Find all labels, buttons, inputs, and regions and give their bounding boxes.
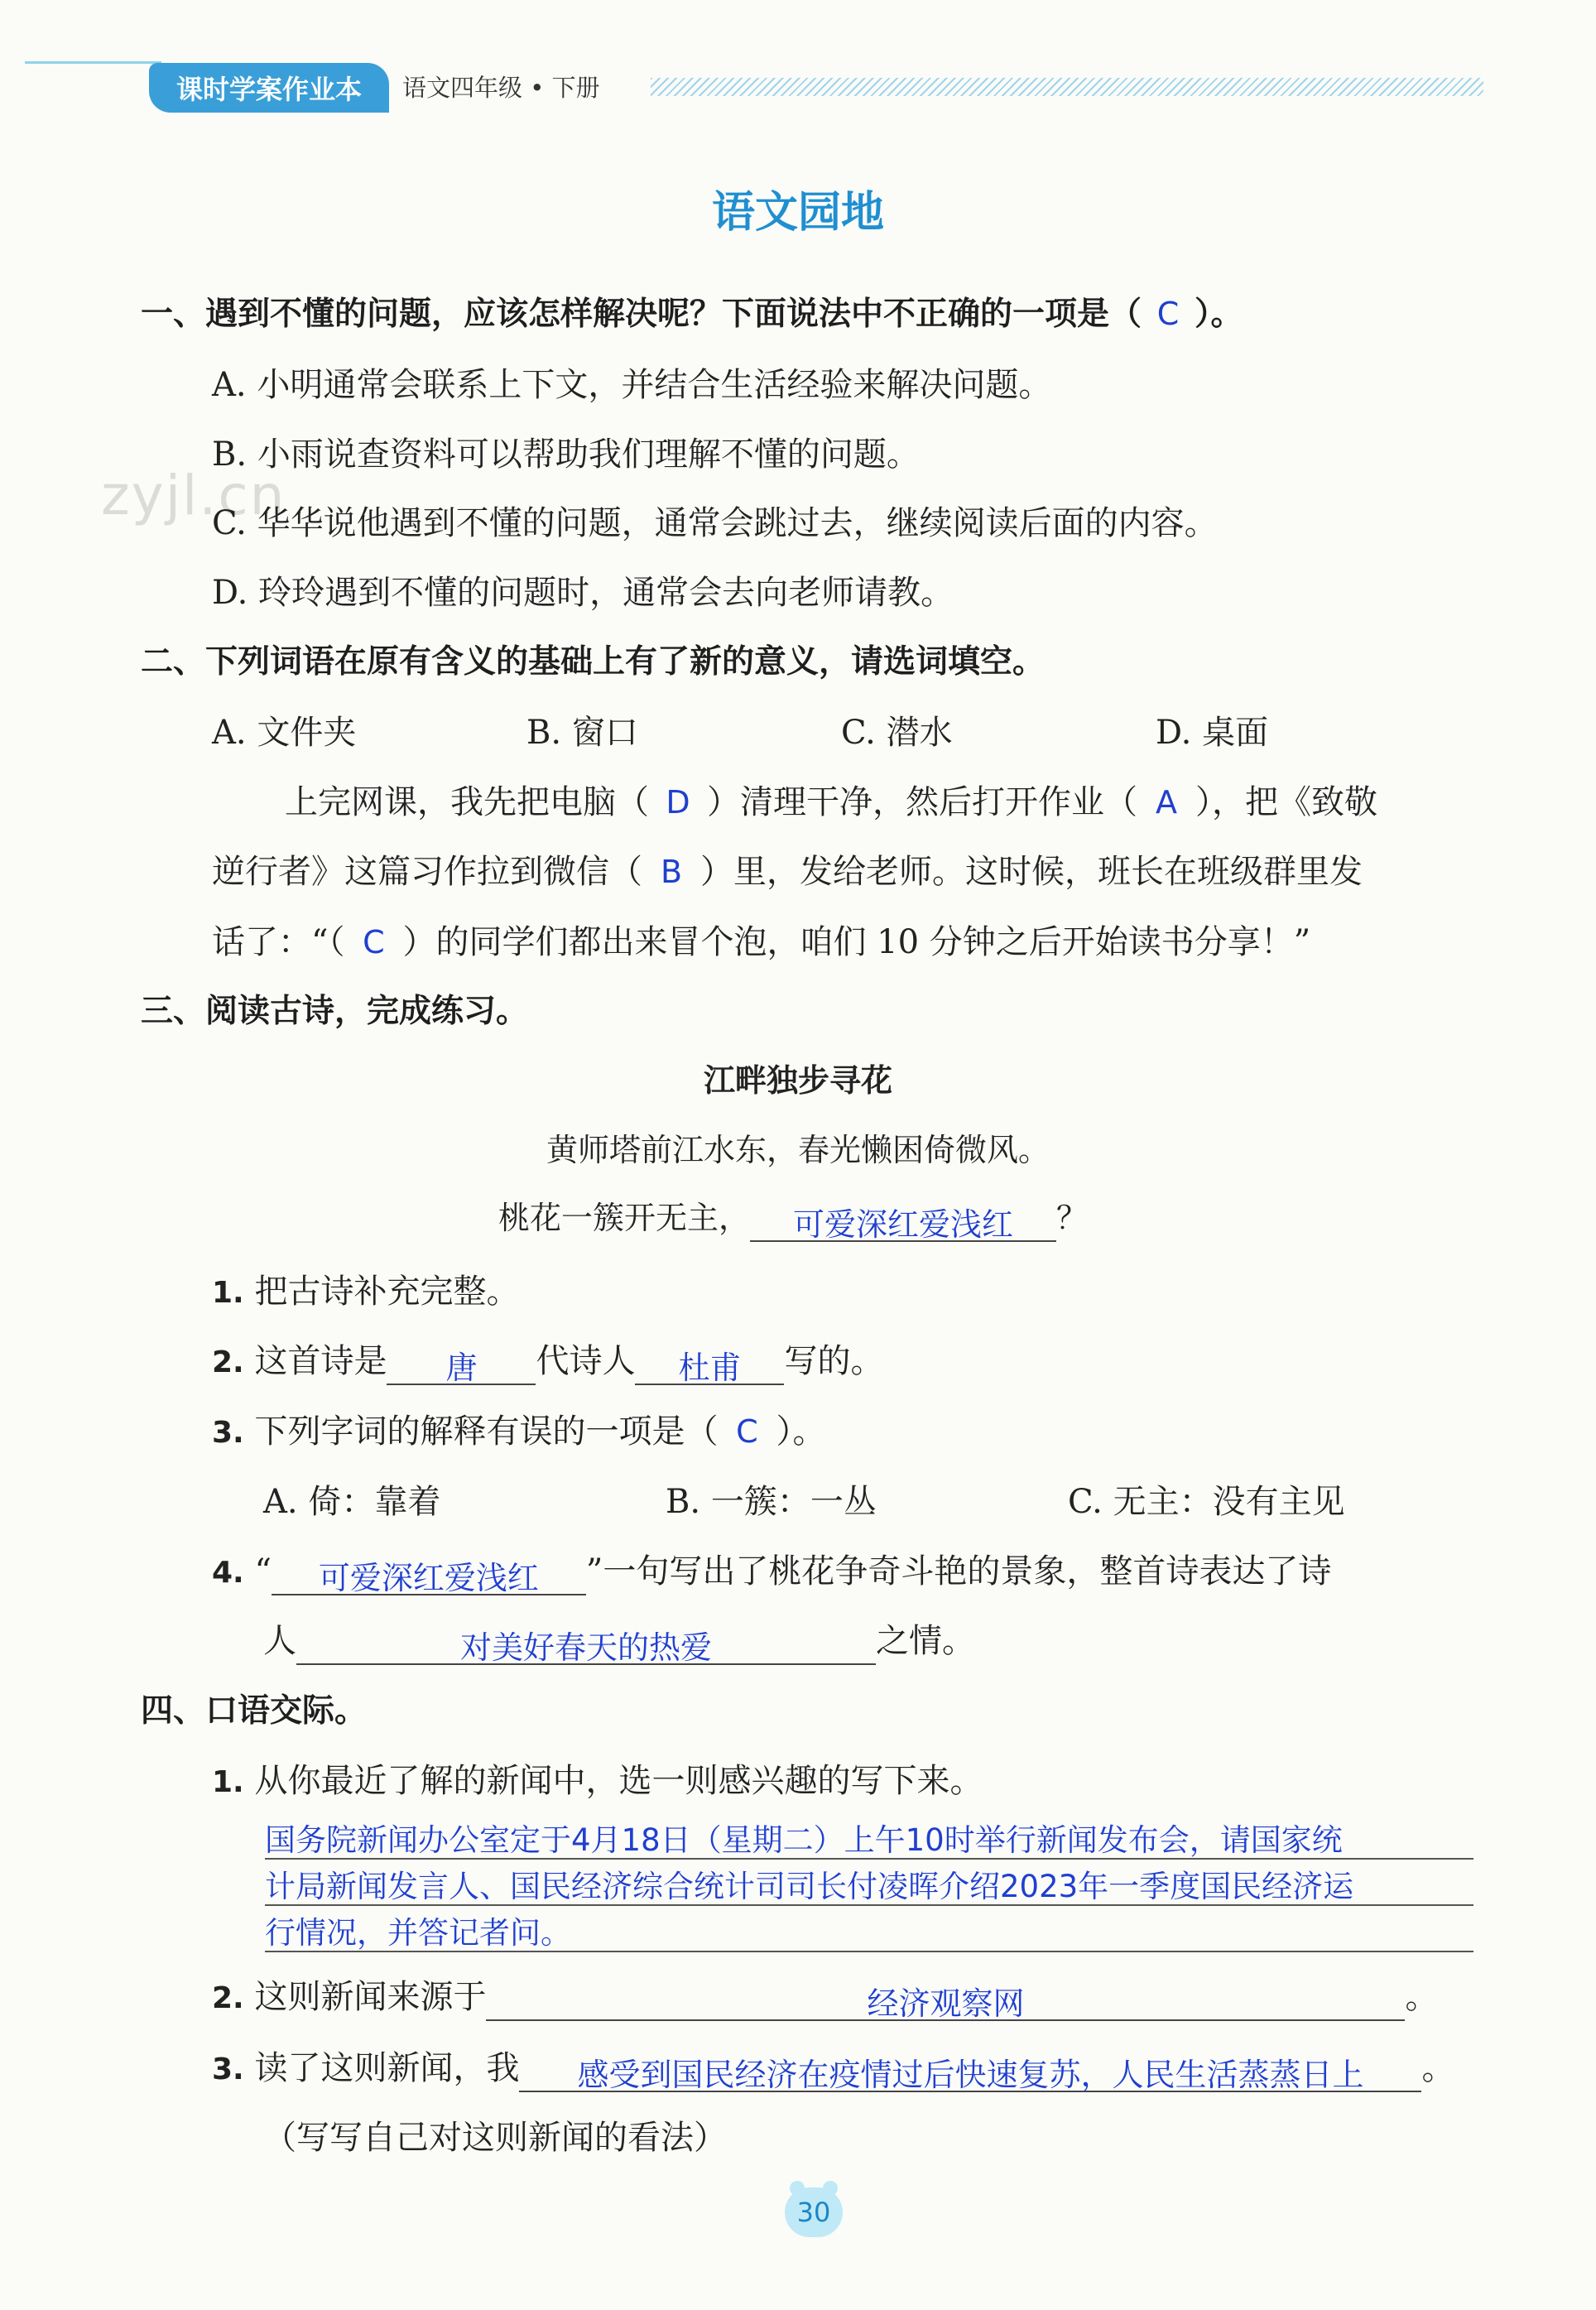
q3-sub-3-option-b: B. 一簇：一丛: [666, 1483, 877, 1521]
q3-sub-1: 1. 把古诗补充完整。: [212, 1273, 520, 1311]
q1-option-c: C. 华华说他遇到不懂的问题，通常会跳过去，继续阅读后面的内容。: [212, 504, 1218, 542]
q3-sub-2-answer-poet: 杜甫: [678, 1350, 742, 1386]
poem-line-2: 桃花一簇开无主， 可爱深红爱浅红 ？: [498, 1200, 1089, 1243]
q4-sub-1-answer-line-3: 行情况，并答记者问。: [265, 1915, 571, 1951]
q3-sub-3-option-a: A. 倚：靠着: [263, 1483, 441, 1521]
q4-sub-2: 2. 这则新闻来源于 经济观察网 。: [212, 1978, 1439, 2022]
q4-sub-1: 1. 从你最近了解的新闻中，选一则感兴趣的写下来。: [212, 1762, 983, 1800]
q4-sub-3-answer: 感受到国民经济在疫情过后快速复苏，人民生活蒸蒸日上: [577, 2057, 1364, 2093]
header-accent-line: [25, 61, 161, 64]
q2-prompt: 二、下列词语在原有含义的基础上有了新的意义，请选词填空。: [141, 643, 1046, 681]
q4-sub-1-answer-line-2: 计局新闻发言人、国民经济综合统计司司长付凌晖介绍2023年一季度国民经济运: [265, 1869, 1354, 1904]
q1-prompt: 一、遇到不懂的问题，应该怎样解决呢？下面说法中不正确的一项是（ C ）。: [141, 296, 1243, 333]
q2-choice-b: B. 窗口: [526, 714, 638, 752]
q1-answer: C: [1156, 296, 1180, 332]
page-number: 30: [796, 2197, 831, 2228]
q2-paragraph-line3: 话了：“（ C ）的同学们都出来冒个泡，咱们 10 分钟之后开始读书分享！”: [212, 923, 1311, 961]
q2-answer-3: B: [660, 854, 683, 890]
q3-sub-3-answer: C: [736, 1413, 758, 1450]
q2-paragraph-line2: 逆行者》这篇习作拉到微信（ B ）里，发给老师。这时候，班长在班级群里发: [212, 853, 1363, 891]
q2-answer-1: D: [666, 784, 690, 821]
q2-choice-d: D. 桌面: [1156, 714, 1269, 752]
q3-sub-3: 3. 下列字词的解释有误的一项是（ C ）。: [212, 1412, 826, 1451]
poem-line-2-answer: 可爱深红爱浅红: [793, 1206, 1014, 1243]
q3-sub-4-answer-line: 可爱深红爱浅红: [318, 1560, 539, 1596]
q2-choice-a: A. 文件夹: [212, 714, 357, 752]
book-title-tab: 课时学案作业本: [149, 63, 389, 113]
poem-title: 江畔独步寻花: [703, 1062, 892, 1099]
q2-answer-2: A: [1156, 784, 1177, 821]
q2-answer-4: C: [363, 924, 385, 960]
badge-ear-right: [823, 2181, 838, 2196]
q3-sub-2: 2. 这首诗是 唐 代诗人 杜甫 写的。: [212, 1342, 884, 1386]
q2-choice-c: C. 潜水: [841, 714, 953, 752]
q4-sub-3: 3. 读了这则新闻，我 感受到国民经济在疫情过后快速复苏，人民生活蒸蒸日上 。: [212, 2049, 1455, 2093]
q3-sub-4-line1: 4. “ 可爱深红爱浅红 ”一句写出了桃花争奇斗艳的景象，整首诗表达了诗: [212, 1552, 1332, 1596]
q3-sub-2-answer-dynasty: 唐: [445, 1350, 478, 1386]
q1-option-b: B. 小雨说查资料可以帮助我们理解不懂的问题。: [212, 436, 920, 474]
q4-sub-2-answer: 经济观察网: [867, 1985, 1025, 2022]
q4-prompt: 四、口语交际。: [141, 1692, 368, 1730]
q3-sub-4-answer-feeling: 对美好春天的热爱: [459, 1629, 712, 1666]
subject-grade: 语文四年级 • 下册: [402, 74, 600, 102]
page-number-badge: [785, 2187, 843, 2237]
q4-sub-1-answer-line-1: 国务院新闻办公室定于4月18日（星期二）上午10时举行新闻发布会，请国家统: [265, 1822, 1343, 1858]
badge-ear-left: [790, 2181, 805, 2196]
q1-option-d: D. 玲玲遇到不懂的问题时，通常会去向老师请教。: [212, 574, 954, 612]
q1-option-a: A. 小明通常会联系上下文，并结合生活经验来解决问题。: [212, 366, 1052, 404]
q4-sub-1-writing-area: [265, 1812, 1473, 1952]
header-hatch-decoration: [651, 78, 1483, 96]
poem-line-1: 黄师塔前江水东，春光懒困倚微风。: [546, 1132, 1050, 1168]
q3-prompt: 三、阅读古诗，完成练习。: [141, 993, 529, 1030]
q2-paragraph-line1: 上完网课，我先把电脑（ D ）清理干净，然后打开作业（ A ），把《致敬: [285, 783, 1377, 821]
q3-sub-4-line2: 人 对美好春天的热爱 之情。: [263, 1622, 975, 1666]
q4-sub-3-note: （写写自己对这则新闻的看法）: [263, 2119, 727, 2157]
page-title: 语文园地: [711, 188, 884, 238]
watermark: zyjl.cn: [101, 464, 286, 527]
q3-sub-3-option-c: C. 无主：没有主见: [1068, 1483, 1345, 1521]
